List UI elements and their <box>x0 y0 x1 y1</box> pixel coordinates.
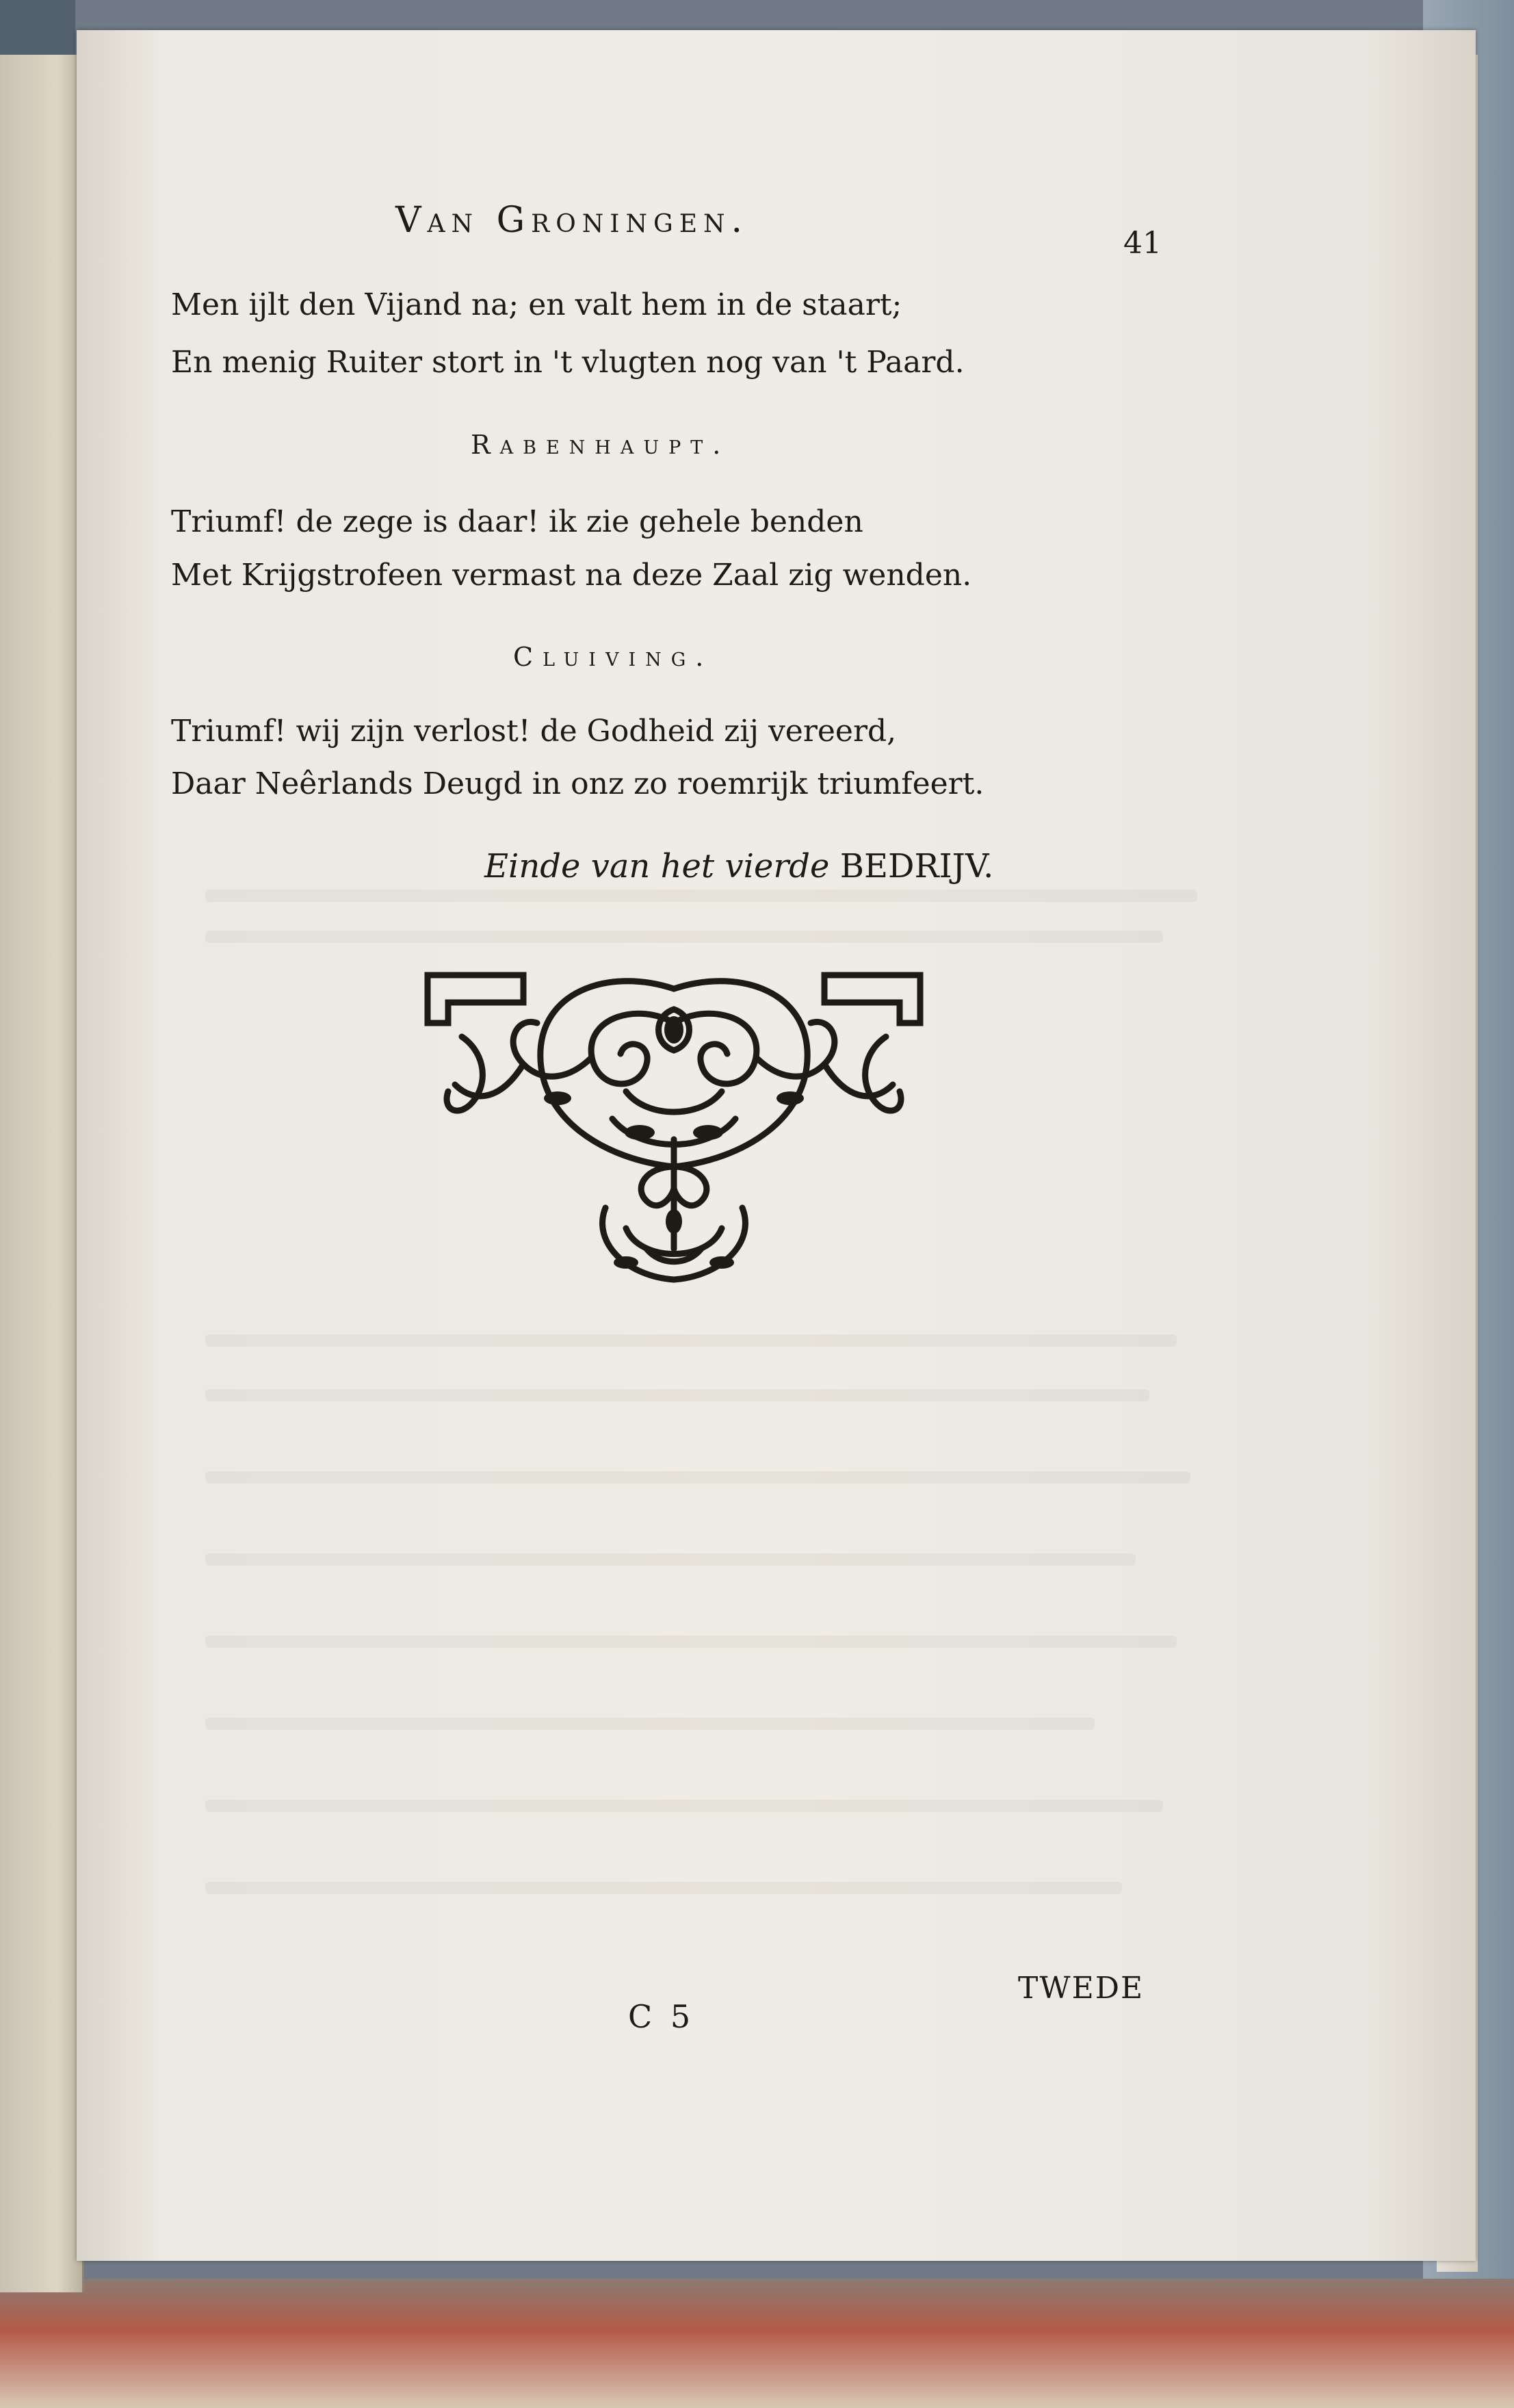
page-number: 41 <box>1123 226 1162 261</box>
show-through-line <box>205 931 1163 943</box>
speaker-name: Cluiving. <box>513 642 714 672</box>
show-through-line <box>205 1553 1136 1566</box>
end-of-act-line <box>484 847 993 885</box>
end-of-act-italic: Einde van het vierde <box>484 847 830 885</box>
previous-page-edge <box>0 55 84 2292</box>
speaker-name: Rabenhaupt. <box>471 430 731 460</box>
verse-line: Met Krijgstrofeen vermast na deze Zaal zig wenden. <box>171 558 972 593</box>
show-through-line <box>205 890 1197 902</box>
show-through-line <box>205 1635 1177 1648</box>
signature-mark: C 5 <box>628 1998 695 2035</box>
show-through-line <box>205 1800 1163 1812</box>
verse-line: Triumf! de zege is daar! ik zie gehele benden <box>171 504 863 539</box>
verse-line: Triumf! wij zijn verlost! de Godheid zij vereerd, <box>171 714 897 749</box>
end-of-act-caps: BEDRIJV. <box>839 847 994 885</box>
running-head: Van Groningen. <box>395 200 749 241</box>
show-through-line <box>205 1718 1095 1730</box>
floral-tailpiece-icon <box>421 961 927 1290</box>
show-through-line <box>205 1334 1177 1347</box>
background-bottom-fabric <box>0 2279 1514 2408</box>
verse-line: En menig Ruiter stort in 't vlugten nog van 't Paard. <box>171 345 965 380</box>
show-through-line <box>205 1389 1149 1401</box>
catchword: TWEDE <box>1018 1971 1145 2006</box>
verse-line: Men ijlt den Vijand na; en valt hem in de staart; <box>171 287 902 322</box>
show-through-line <box>205 1882 1122 1894</box>
verse-line: Daar Neêrlands Deugd in onz zo roemrijk triumfeert. <box>171 766 984 801</box>
show-through-line <box>205 1471 1190 1484</box>
